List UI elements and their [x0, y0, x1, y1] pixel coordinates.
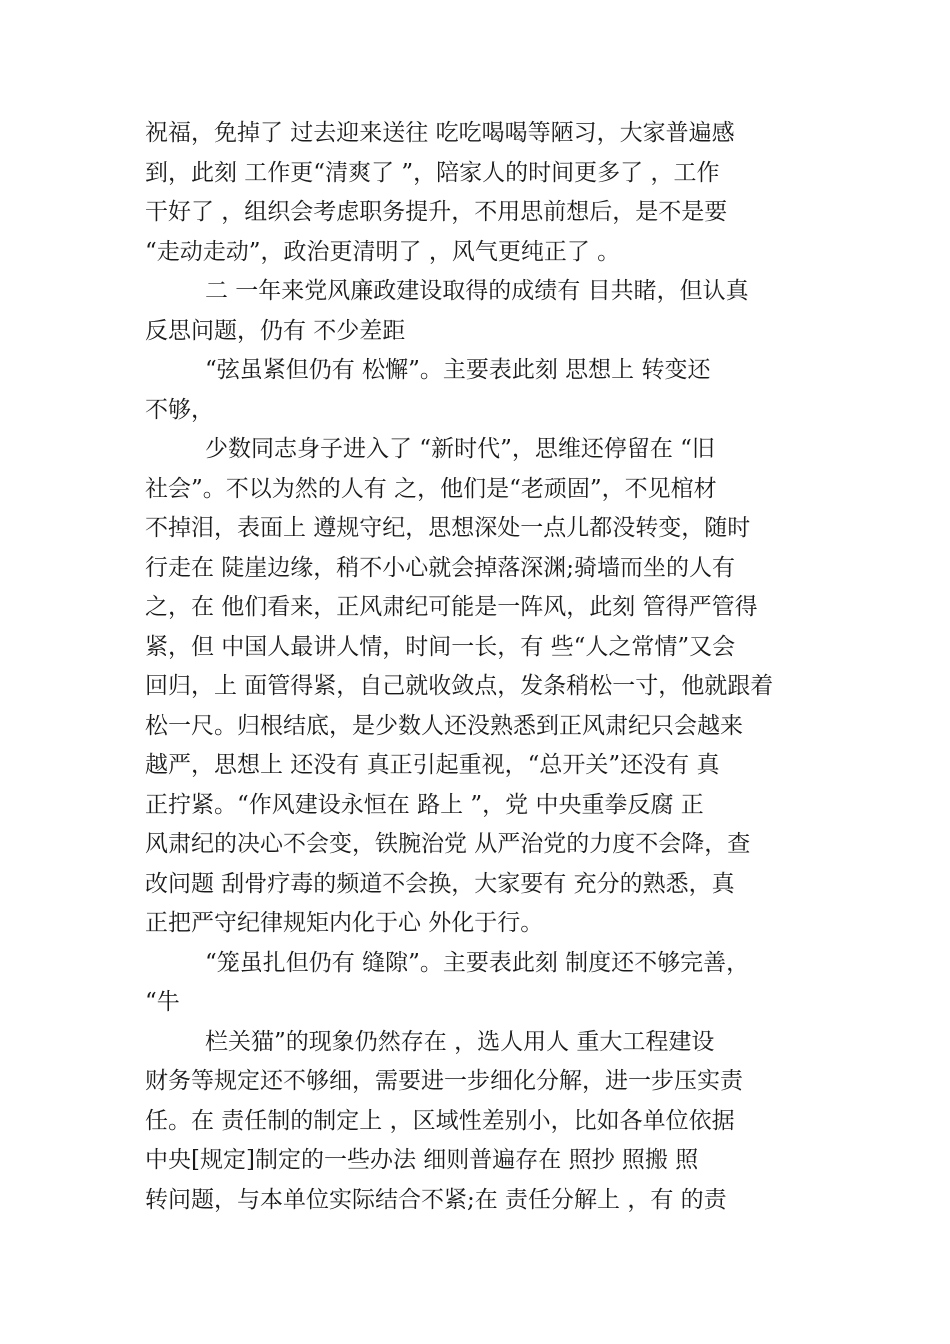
text-line: 松一尺。归根结底，是少数人还没熟悉到正风肃纪只会越来: [145, 712, 743, 739]
text-line: 正拧紧。“作风建设永恒在 路上 ”，党 中央重拳反腐 正: [145, 791, 704, 818]
text-line: “牛: [145, 989, 180, 1015]
text-line: 风肃纪的决心不会变，铁腕治党 从严治党的力度不会降，查: [145, 831, 751, 857]
text-line: 之，在 他们看来，正风肃纪可能是一阵风，此刻 管得严管得: [145, 594, 758, 620]
text-line: 越严，思想上 还没有 真正引起重视，“总开关”还没有 真: [145, 752, 720, 778]
text-line: 反思问题，仍有 不少差距: [145, 317, 406, 344]
text-line: 转问题，与本单位实际结合不紧;在 责任分解上 ，有 的责: [145, 1186, 727, 1213]
text-line: “笼虽扎但仍有 缝隙”。主要表此刻 制度还不够完善，: [205, 949, 750, 976]
text-line: 干好了 ，组织会考虑职务提升，不用思前想后，是不是要: [145, 199, 728, 225]
text-line: 到，此刻 工作更“清爽了 ”，陪家人的时间更多了 ，工作: [145, 159, 720, 186]
text-line: 行走在 陡崖边缘，稍不小心就会掉落深渊;骑墙而坐的人有: [145, 554, 736, 581]
text-line: 财务等规定还不够细，需要进一步细化分解，进一步压实责: [145, 1068, 743, 1094]
text-line: 中央[规定]制定的一些办法 细则普遍存在 照抄 照搬 照: [145, 1147, 699, 1173]
text-line: 紧，但 中国人最讲人情，时间一长，有 些“人之常情”又会: [145, 633, 736, 660]
text-line: “走动走动”，政治更清明了 ，风气更纯正了 。: [145, 238, 621, 265]
text-line: 不掉泪，表面上 遵规守纪，思想深处一点儿都没转变，随时: [145, 515, 751, 541]
text-line: 不够，: [145, 396, 214, 423]
text-line: 少数同志身子进入了 “新时代”，思维还停留在 “旧: [205, 436, 715, 462]
text-line: 栏关猫”的现象仍然存在 ，选人用人 重大工程建设: [205, 1028, 715, 1055]
text-line: 祝福，免掉了 过去迎来送往 吃吃喝喝等陋习，大家普遍感: [145, 120, 735, 146]
text-line: 二 一年来党风廉政建设取得的成绩有 目共睹，但认真: [205, 278, 749, 304]
text-line: 回归，上 面管得紧，自己就收敛点，发条稍松一寸，他就跟着: [145, 673, 774, 699]
text-line: “弦虽紧但仍有 松懈”。主要表此刻 思想上 转变还: [205, 357, 711, 383]
text-line: 社会”。不以为然的人有 之，他们是“老顽固”，不见棺材: [145, 475, 717, 502]
document-body: [145, 114, 810, 1220]
text-line: 任。在 责任制的制定上 ，区域性差别小，比如各单位依据: [145, 1107, 735, 1134]
text-line: 改问题 刮骨疗毒的频道不会换，大家要有 充分的熟悉，真: [145, 870, 735, 897]
text-line: 正把严守纪律规矩内化于心 外化于行。: [145, 910, 544, 936]
